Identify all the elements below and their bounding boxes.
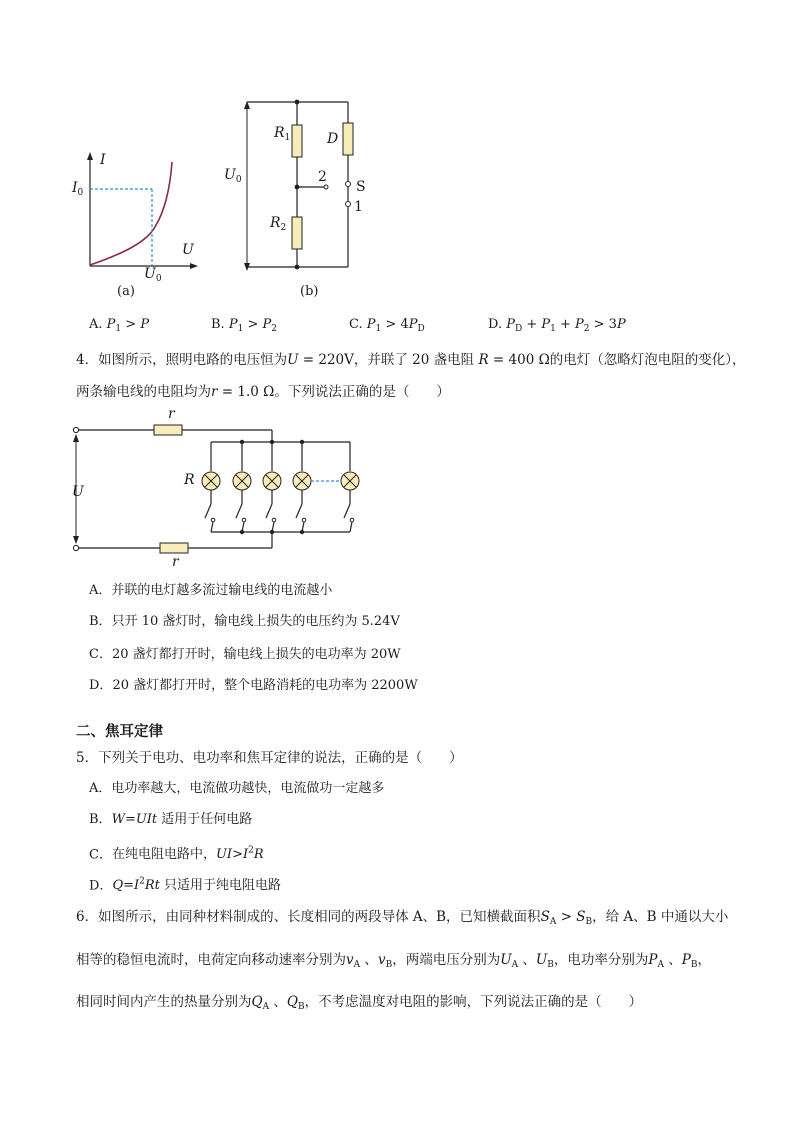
q3-option-b[interactable]: B. $P_1 > P_2$: [211, 317, 277, 334]
label-pos-1: 1: [354, 199, 363, 215]
label-u: U: [72, 484, 84, 500]
section-title: 二、焦耳定律: [76, 723, 163, 740]
q6-stem-line2: 相等的稳恒电流时，电荷定向移动速率分别为$v_A$ 、$v_B$，两端电压分别为$U_A$ 、$U_B$，电功率分别为$P_A$ 、$P_B$，: [76, 952, 712, 970]
resistor-r2: [292, 217, 302, 249]
q5-option-b[interactable]: B．W=UIt 适用于任何电路: [89, 812, 253, 827]
q3-option-c-expr: $P_1 > 4P_D$: [366, 317, 425, 334]
lamp-branch-4: [293, 442, 311, 532]
device-d: [343, 123, 353, 155]
x-axis-label: U: [182, 242, 194, 258]
q5-option-c[interactable]: C．在纯电阻电路中，$UI>I^2R$: [89, 846, 264, 863]
y-axis-label: I: [100, 152, 106, 168]
label-d: D: [327, 131, 339, 147]
q3-option-d-expr: $P_D + P_1 + P_2 > 3P$: [506, 317, 626, 334]
q4-option-c[interactable]: C．20 盏灯都打开时，输电线上损失的电功率为 20W: [89, 647, 401, 662]
q4-option-b[interactable]: B．只开 10 盏灯时，输电线上损失的电压约为 5.24V: [89, 614, 400, 629]
label-lamp-r: R: [184, 472, 195, 488]
label-r1: $R_1$: [274, 125, 291, 143]
iu-curve: [90, 162, 172, 265]
q3-option-b-expr: $P_1 > P_2$: [228, 317, 277, 334]
q6-stem-line3: 相同时间内产生的热量分别为$Q_A$ 、$Q_B$，不考虑温度对电阻的影响，下列说法正确的是（ ）: [76, 994, 643, 1012]
caption-b: (b): [300, 284, 319, 299]
lamp-branch-1: [202, 442, 220, 532]
switch-contact-1: [346, 202, 351, 207]
label-pos-2: 2: [318, 169, 327, 185]
graph-a: [60, 150, 210, 300]
resistor-r-top: [154, 425, 182, 435]
label-r-top: r: [168, 406, 175, 422]
lamp-branch-2: [233, 442, 251, 532]
label-switch-s: S: [356, 179, 366, 195]
q4-stem-line2: 两条输电线的电阻均为r = 1.0 Ω。下列说法正确的是（ ）: [76, 384, 450, 400]
q4-option-d[interactable]: D．20 盏灯都打开时，整个电路消耗的电功率为 2200W: [89, 678, 418, 693]
q6-stem-line1: 6．如图所示，由同种材料制成的、长度相同的两段导体 A、B，已知横截面积$S_A > S_B$，给 A、B 中通以大小: [76, 909, 729, 927]
label-r-bottom: r: [172, 554, 179, 570]
i0-mark: $I_0$: [72, 180, 84, 198]
caption-a: (a): [117, 284, 135, 299]
circuit-q4: [64, 406, 374, 572]
circuit-b: [220, 95, 380, 280]
q5-stem: 5．下列关于电功、电功率和焦耳定律的说法，正确的是（ ）: [76, 750, 463, 766]
resistor-r-bottom: [160, 543, 188, 553]
q3-option-a-expr: $P_1 > P$: [106, 317, 150, 334]
q4-stem-line1: 4．如图所示，照明电路的电压恒为U = 220V，并联了 20 盏电阻 R = 400 Ω的电灯（忽略灯泡电阻的变化），: [76, 352, 746, 368]
lamp-branch-3: [263, 442, 281, 532]
lamp-branch-20: [341, 442, 359, 532]
u0-mark: $U_0$: [144, 266, 162, 284]
graph-a-svg: [60, 150, 210, 300]
q3-option-a[interactable]: A. $P_1 > P$: [89, 317, 150, 334]
q5-option-a[interactable]: A．电功率越大，电流做功越快，电流做功一定越多: [89, 781, 385, 796]
label-r2: $R_2$: [270, 215, 287, 233]
q3-option-c[interactable]: C. $P_1 > 4P_D$: [349, 317, 425, 334]
circuit-q4-svg: [64, 412, 374, 572]
q3-option-d[interactable]: D. $P_D + P_1 + P_2 > 3P$: [488, 317, 626, 334]
q4-option-a[interactable]: A．并联的电灯越多流过输电线的电流越小: [89, 583, 333, 598]
resistor-r1: [292, 125, 302, 157]
switch-contact-2: [346, 182, 351, 187]
label-u0: $U_0$: [224, 167, 242, 185]
q5-option-d[interactable]: D．$Q=I^2Rt$ 只适用于纯电阻电路: [89, 877, 282, 894]
